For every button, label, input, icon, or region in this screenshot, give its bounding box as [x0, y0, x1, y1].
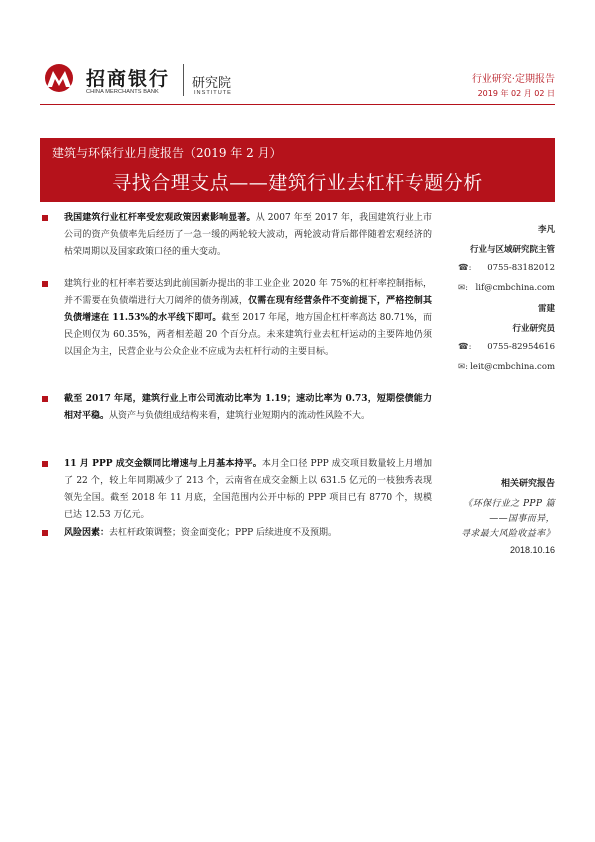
analyst-1-name: 李凡 [537, 225, 555, 235]
phone-icon: ☎: [458, 263, 472, 273]
email-icon: ✉: [458, 362, 468, 372]
risk-label: 风险因素： [64, 528, 110, 538]
summary-point-4 [42, 456, 432, 524]
point-2-text-b: 截至 2017 年尾，地方国企杠杆率高达 80.71%，而民企则仅为 60.35%，两者相差超 20 个百分点。未来建筑行业去杠杆运动的主要阵地仍须以国企为主，民营企业与公众企业不应成为去杠杆行动的主要目标。 [64, 313, 432, 357]
summary-point-1 [42, 210, 432, 261]
bank-name: 招商银行 [86, 68, 171, 90]
report-date: 2019 年 02 月 02 日 [477, 89, 555, 98]
phone-icon: ☎: [458, 342, 472, 352]
summary-point-3 [42, 391, 432, 425]
point-1-lead: 我国建筑行业杠杆率受宏观政策因素影响显著。 [64, 213, 256, 223]
related-report-line-3[interactable]: 寻求最大风险收益率》 [460, 529, 555, 539]
institute-name-en: INSTITUTE [194, 90, 232, 96]
related-reports-heading: 相关研究报告 [500, 479, 555, 489]
point-3-text: 从资产与负债组成结构来看，建筑行业短期内的流动性风险不大。 [109, 411, 371, 421]
point-2-text-a: 建筑行业的杠杆率若要达到此前国新办提出的非工业企业 2020 年 75%的杠杆率控制指标，并不需要在负债端进行大刀阔斧的债务削减， [64, 279, 432, 306]
related-report-line-1[interactable]: 《环保行业之 PPP 篇 [463, 499, 555, 509]
point-4-text: 本月全口径 PPP 成交项目数量较上月增加了 22 个，较上年同期减少了 213 个，云南省在成交金额上以 631.5 亿元的一枝独秀表现领先全国。截至 2018 年 11 月底，全国范围内公开中标的 PPP 项目已有 8770 个，规模已达 12.53 万亿元。 [64, 459, 433, 520]
analyst-2-title: 行业研究员 [512, 324, 555, 334]
analyst-1-email[interactable]: lif@cmbchina.com [475, 283, 555, 293]
point-3-lead: 截至 2017 年尾，建筑行业上市公司流动比率为 1.19；速动比率为 0.73，短期偿债能力相对平稳。 [64, 394, 432, 421]
bank-name-en: CHINA MERCHANTS BANK [86, 89, 159, 95]
report-type: 行业研究·定期报告 [471, 74, 555, 85]
point-4-lead: 11 月 PPP 成交金额同比增速与上月基本持平。 [64, 459, 262, 469]
report-subtitle: 建筑与环保行业月度报告（2019 年 2 月） [52, 146, 282, 160]
point-2-lead: 仅需在现有经营条件不变前提下，严格控制其负债增速在 11.53%的水平线下即可。 [64, 296, 432, 323]
cmb-logo-icon [42, 63, 76, 93]
risk-factors [42, 525, 432, 542]
email-icon: ✉: [458, 283, 468, 293]
analyst-1-title: 行业与区域研究院主管 [469, 245, 555, 255]
report-title: 寻找合理支点——建筑行业去杠杆专题分析 [112, 172, 483, 194]
related-report-line-2[interactable]: ——国事而异， [489, 514, 555, 524]
analyst-2-name: 雷建 [537, 304, 555, 314]
header-divider [40, 104, 555, 105]
bullet-icon [42, 281, 48, 287]
bullet-icon [42, 215, 48, 221]
bullet-icon [42, 396, 48, 402]
logo-divider [183, 64, 184, 96]
risk-text: 去杠杆政策调整；资金面变化；PPP 后续进度不及预期。 [109, 528, 338, 538]
analyst-2-email[interactable]: leit@cmbchina.com [470, 362, 555, 372]
analyst-2-phone: 0755-82954616 [487, 342, 555, 352]
bullet-icon [42, 461, 48, 467]
institute-name: 研究院 [192, 76, 232, 91]
analyst-1-phone: 0755-83182012 [487, 263, 555, 273]
summary-point-2 [42, 276, 432, 361]
related-report-date: 2018.10.16 [509, 545, 555, 555]
point-1-text: 从 2007 年至 2017 年，我国建筑行业上市公司的资产负债率先后经历了一急一缓的两轮较大波动，两轮波动背后都伴随着宏观经济的枯荣周期以及国家政策口径的重大变动。 [64, 213, 432, 257]
bullet-icon [42, 530, 48, 536]
